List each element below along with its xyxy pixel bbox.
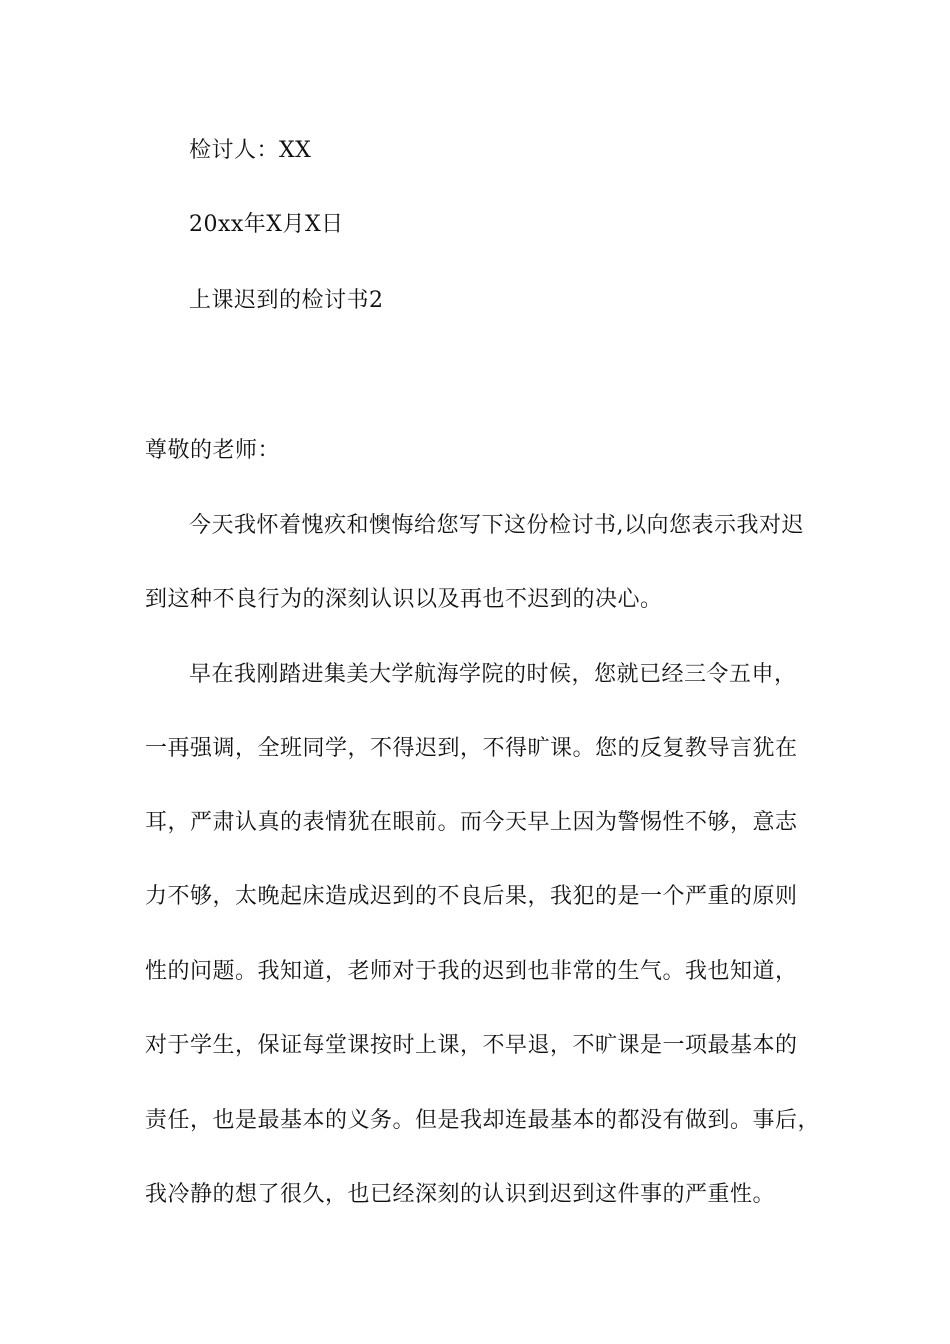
author-signature: 检讨人：XX — [189, 138, 312, 163]
date-line: 20xx年X月X日 — [189, 212, 344, 237]
paragraph-line: 对于学生，保证每堂课按时上课，不早退，不旷课是一项最基本的 — [145, 1033, 798, 1058]
paragraph-line: 责任，也是最基本的义务。但是我却连最基本的都没有做到。事后， — [145, 1108, 821, 1133]
paragraph-line: 我冷静的想了很久，也已经深刻的认识到迟到这件事的严重性。 — [145, 1182, 776, 1207]
paragraph-line: 性的问题。我知道，老师对于我的迟到也非常的生气。我也知道， — [145, 959, 798, 984]
paragraph-line: 力不够，太晚起床造成迟到的不良后果，我犯的是一个严重的原则 — [145, 884, 798, 909]
paragraph-line: 今天我怀着愧疚和懊悔给您写下这份检讨书,以向您表示我对迟 — [189, 513, 804, 538]
paragraph-line: 一再强调，全班同学，不得迟到，不得旷课。您的反复教导言犹在 — [145, 736, 798, 761]
document-title: 上课迟到的检讨书2 — [189, 288, 384, 313]
salutation: 尊敬的老师： — [145, 438, 281, 463]
paragraph-line: 耳，严肃认真的表情犹在眼前。而今天早上因为警惕性不够，意志 — [145, 810, 798, 835]
paragraph-line: 到这种不良行为的深刻认识以及再也不迟到的决心。 — [145, 587, 663, 612]
paragraph-line: 早在我刚踏进集美大学航海学院的时候，您就已经三令五申， — [189, 662, 797, 687]
